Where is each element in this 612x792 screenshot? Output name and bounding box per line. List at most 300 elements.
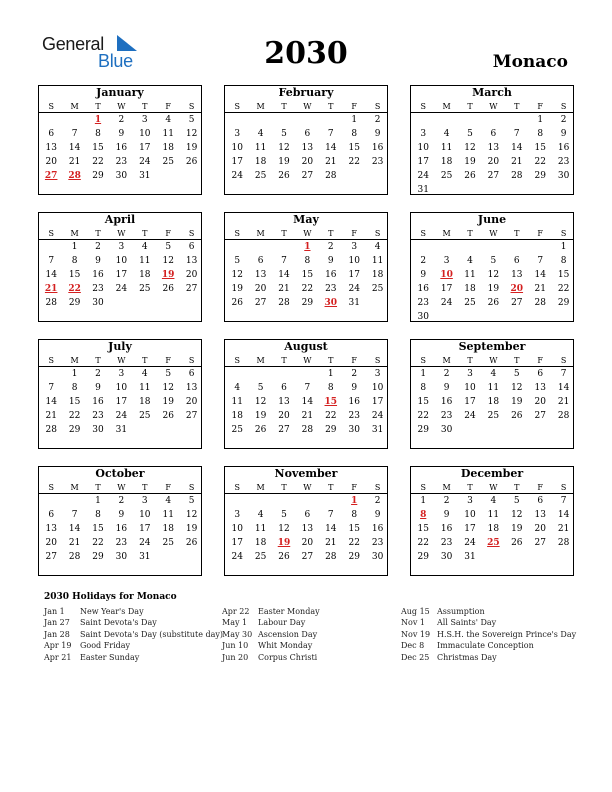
- day-cell: 4: [490, 496, 497, 506]
- weekday-label: T: [514, 229, 520, 238]
- holiday-name: Easter Monday: [258, 607, 320, 616]
- day-cell: 24: [464, 538, 476, 548]
- day-cell: 8: [327, 383, 334, 393]
- weekday-label: F: [537, 356, 543, 365]
- day-cell: 8: [351, 129, 358, 139]
- weekday-label: W: [117, 102, 126, 111]
- day-cell: 28: [68, 552, 81, 562]
- weekday-label: F: [537, 102, 543, 111]
- day-cell: 16: [440, 397, 453, 407]
- weekday-label: T: [467, 483, 473, 492]
- day-cell: 1: [560, 242, 567, 252]
- day-cell: 25: [464, 298, 476, 308]
- day-cell: 20: [185, 270, 198, 280]
- weekday-label: T: [328, 356, 334, 365]
- weekday-label: W: [117, 483, 126, 492]
- weekday-label: T: [281, 102, 287, 111]
- day-cell: 15: [417, 524, 429, 534]
- day-cell: 20: [487, 157, 500, 167]
- weekday-label: S: [560, 229, 567, 238]
- month-title: November: [274, 467, 338, 480]
- weekday-label: F: [165, 356, 171, 365]
- country-name: Monaco: [492, 52, 568, 72]
- day-cell: 2: [118, 496, 125, 506]
- holiday-date: Dec 25: [401, 652, 430, 662]
- weekday-label: T: [281, 356, 287, 365]
- day-cell: 9: [95, 256, 101, 266]
- weekday-label: F: [537, 229, 543, 238]
- day-cell: 23: [92, 284, 104, 294]
- day-cell: 12: [231, 270, 243, 280]
- weekday-label: S: [560, 102, 567, 111]
- day-cell: 7: [327, 129, 334, 139]
- day-cell: 3: [234, 510, 241, 520]
- day-cell: 14: [68, 524, 81, 534]
- day-cell: 18: [254, 538, 267, 548]
- day-cell: 17: [115, 397, 128, 407]
- day-cell: 19: [487, 284, 500, 294]
- day-cell: 22: [92, 157, 104, 167]
- holiday-row: [222, 641, 320, 652]
- day-cell: 11: [487, 383, 500, 393]
- day-cell: 28: [557, 538, 570, 548]
- day-cell: 6: [304, 510, 311, 520]
- day-cell: 22: [325, 411, 337, 421]
- day-cell: 10: [417, 143, 429, 153]
- day-cell: 25: [162, 157, 174, 167]
- day-cell: 13: [45, 524, 57, 534]
- day-cell: 11: [254, 524, 267, 534]
- holiday-row: [401, 653, 576, 664]
- day-cell: 29: [301, 298, 314, 308]
- day-cell: 7: [71, 510, 78, 520]
- weekday-label: T: [142, 102, 148, 111]
- day-cell: 14: [557, 383, 570, 393]
- holiday-name: All Saints' Day: [437, 618, 497, 628]
- day-cell: 23: [115, 157, 128, 167]
- day-cell: 30: [440, 425, 453, 435]
- weekday-header: [39, 482, 201, 494]
- day-cell: 22: [92, 538, 104, 548]
- month-title: February: [278, 86, 334, 99]
- day-cell: 28: [325, 171, 337, 181]
- day-cell: 6: [188, 242, 195, 252]
- day-cell: 25: [139, 411, 151, 421]
- weekday-label: M: [442, 356, 451, 365]
- day-cell: 2: [420, 256, 427, 266]
- weekday-label: S: [234, 483, 240, 492]
- day-cell: 18: [371, 270, 384, 280]
- day-cell: 7: [71, 129, 78, 139]
- day-cell: 13: [185, 256, 198, 266]
- day-cell: 12: [254, 397, 267, 407]
- day-cell: 16: [371, 143, 384, 153]
- day-cell: 2: [351, 369, 358, 379]
- day-cell: 1: [95, 496, 101, 506]
- holiday-row: [222, 653, 320, 664]
- weekday-label: S: [420, 483, 426, 492]
- weekday-label: W: [489, 356, 498, 365]
- weekday-label: M: [70, 102, 79, 111]
- day-cell: 4: [234, 383, 241, 393]
- day-cell: 30: [417, 312, 429, 322]
- day-cell: 5: [257, 383, 264, 393]
- day-cell: 10: [348, 256, 360, 266]
- weekday-label: S: [48, 483, 54, 492]
- weekday-label: S: [374, 102, 381, 111]
- day-cell: 5: [513, 496, 520, 506]
- weekday-label: F: [165, 229, 171, 238]
- day-cell: 7: [327, 510, 334, 520]
- day-cell: 18: [139, 397, 151, 407]
- holiday-day-cell: 30: [324, 298, 338, 308]
- weekday-label: T: [467, 102, 473, 111]
- day-cell: 22: [417, 538, 429, 548]
- holiday-date: Apr 22: [222, 607, 250, 616]
- day-cell: 31: [371, 425, 384, 435]
- weekday-label: W: [303, 356, 312, 365]
- day-cell: 29: [325, 425, 337, 435]
- holiday-name: Saint Devota's Day: [80, 618, 157, 628]
- day-cell: 21: [301, 411, 314, 421]
- day-cell: 6: [537, 496, 544, 506]
- holiday-row: [401, 630, 576, 641]
- day-cell: 10: [139, 129, 151, 139]
- weekday-label: S: [48, 102, 54, 111]
- weekday-label: T: [281, 483, 287, 492]
- holiday-row: [401, 607, 576, 618]
- holiday-row: [222, 618, 320, 629]
- day-cell: 1: [71, 369, 78, 379]
- holiday-day-cell: 8: [420, 510, 427, 520]
- day-cell: 25: [231, 425, 243, 435]
- day-cell: 4: [165, 496, 172, 506]
- month-october: [38, 466, 202, 576]
- weekday-label: F: [165, 102, 171, 111]
- day-cell: 27: [254, 298, 267, 308]
- day-cell: 11: [139, 383, 151, 393]
- weekday-label: T: [281, 229, 287, 238]
- holiday-date: May 1: [222, 618, 248, 628]
- day-cell: 30: [371, 552, 384, 562]
- weekday-label: T: [467, 229, 473, 238]
- weekday-label: S: [188, 483, 195, 492]
- day-cell: 5: [234, 256, 241, 266]
- day-cell: 14: [557, 510, 570, 520]
- day-cell: 13: [254, 270, 267, 280]
- day-cell: 30: [348, 425, 360, 435]
- day-cell: 13: [534, 383, 546, 393]
- month-title: August: [284, 340, 328, 353]
- day-cell: 23: [115, 538, 128, 548]
- day-cell: 26: [511, 538, 523, 548]
- holiday-name: New Year's Day: [80, 607, 144, 616]
- holiday-date: Jan 27: [44, 618, 70, 628]
- day-cell: 10: [231, 524, 243, 534]
- day-cell: 18: [139, 270, 151, 280]
- day-cell: 6: [188, 369, 195, 379]
- day-cell: 26: [162, 284, 174, 294]
- day-cell: 19: [278, 157, 290, 167]
- holiday-date: Apr 21: [44, 652, 72, 662]
- day-cell: 14: [534, 270, 546, 280]
- holiday-row: [44, 641, 223, 652]
- day-cell: 10: [115, 256, 128, 266]
- day-cell: 30: [92, 425, 104, 435]
- weekday-label: M: [70, 229, 79, 238]
- day-cell: 21: [511, 157, 523, 167]
- holiday-date: Jun 10: [222, 641, 249, 651]
- weekday-label: S: [188, 356, 195, 365]
- day-cell: 17: [417, 157, 429, 167]
- day-cell: 28: [534, 298, 546, 308]
- weekday-label: S: [48, 229, 54, 238]
- day-cell: 16: [115, 143, 128, 153]
- day-cell: 13: [301, 524, 314, 534]
- day-cell: 8: [420, 383, 427, 393]
- day-cell: 26: [231, 298, 243, 308]
- day-cell: 19: [185, 524, 198, 534]
- day-cell: 22: [534, 157, 546, 167]
- day-cell: 21: [68, 538, 81, 548]
- day-cell: 30: [92, 298, 104, 308]
- day-cell: 17: [464, 397, 476, 407]
- holiday-day-cell: 1: [351, 496, 358, 506]
- day-cell: 7: [560, 496, 567, 506]
- day-cell: 2: [374, 115, 381, 125]
- day-cell: 19: [231, 284, 243, 294]
- weekday-label: T: [95, 102, 101, 111]
- weekday-label: W: [303, 229, 312, 238]
- day-cell: 19: [464, 157, 476, 167]
- month-september: [410, 339, 574, 449]
- day-cell: 12: [511, 383, 523, 393]
- weekday-header: [411, 101, 573, 113]
- day-cell: 10: [231, 143, 243, 153]
- holiday-day-cell: 1: [304, 242, 311, 252]
- day-cell: 1: [537, 115, 544, 125]
- weekday-label: T: [328, 229, 334, 238]
- day-cell: 1: [420, 496, 427, 506]
- day-cell: 29: [92, 552, 104, 562]
- day-cell: 20: [301, 538, 314, 548]
- day-cell: 21: [534, 284, 546, 294]
- weekday-label: S: [234, 356, 240, 365]
- month-title: September: [458, 340, 526, 353]
- holiday-date: Jun 20: [222, 652, 249, 662]
- day-cell: 27: [511, 298, 523, 308]
- day-cell: 26: [162, 411, 174, 421]
- day-cell: 7: [48, 256, 55, 266]
- day-cell: 25: [254, 171, 267, 181]
- day-cell: 6: [513, 256, 520, 266]
- day-cell: 1: [351, 115, 358, 125]
- day-cell: 4: [443, 129, 450, 139]
- day-cell: 27: [534, 411, 546, 421]
- day-cell: 21: [557, 397, 570, 407]
- day-cell: 15: [348, 143, 360, 153]
- weekday-label: T: [142, 483, 148, 492]
- holiday-column: [222, 607, 320, 664]
- day-cell: 21: [325, 157, 337, 167]
- weekday-label: M: [442, 483, 451, 492]
- day-cell: 31: [139, 171, 151, 181]
- holiday-day-cell: 22: [68, 284, 81, 294]
- day-cell: 3: [467, 369, 473, 379]
- day-cell: 29: [417, 425, 429, 435]
- holiday-name: Saint Devota's Day (substitute day): [80, 629, 224, 639]
- day-cell: 20: [45, 538, 57, 548]
- day-cell: 22: [68, 411, 81, 421]
- weekday-label: M: [256, 229, 265, 238]
- day-cell: 7: [48, 383, 55, 393]
- day-cell: 15: [92, 524, 104, 534]
- day-cell: 24: [440, 298, 453, 308]
- day-cell: 10: [464, 510, 476, 520]
- holiday-name: Christmas Day: [437, 652, 497, 662]
- day-cell: 26: [185, 538, 198, 548]
- holiday-row: [44, 630, 223, 641]
- weekday-label: S: [374, 483, 381, 492]
- day-cell: 24: [417, 171, 429, 181]
- day-cell: 3: [141, 115, 148, 125]
- weekday-label: T: [514, 483, 520, 492]
- day-cell: 4: [374, 242, 381, 252]
- day-cell: 26: [511, 411, 523, 421]
- day-cell: 21: [68, 157, 81, 167]
- day-cell: 8: [560, 256, 567, 266]
- month-november: [224, 466, 388, 576]
- day-cell: 26: [185, 157, 198, 167]
- day-cell: 14: [325, 524, 337, 534]
- weekday-label: M: [256, 356, 265, 365]
- day-cell: 26: [487, 298, 500, 308]
- day-cell: 9: [420, 270, 427, 280]
- holiday-day-cell: 19: [161, 270, 175, 280]
- month-title: October: [95, 467, 145, 480]
- day-cell: 26: [278, 552, 290, 562]
- day-cell: 5: [281, 129, 287, 139]
- holiday-name: Immaculate Conception: [437, 641, 534, 651]
- holiday-row: [44, 618, 223, 629]
- day-cell: 25: [254, 552, 267, 562]
- weekday-label: M: [256, 102, 265, 111]
- weekday-label: T: [95, 356, 101, 365]
- holiday-name: Good Friday: [80, 641, 131, 651]
- weekday-label: S: [48, 356, 54, 365]
- day-cell: 9: [118, 129, 125, 139]
- month-may: [224, 212, 388, 322]
- day-cell: 30: [440, 552, 453, 562]
- day-cell: 27: [278, 425, 290, 435]
- weekday-label: F: [351, 102, 357, 111]
- holiday-day-cell: 1: [94, 115, 102, 125]
- day-cell: 24: [231, 552, 243, 562]
- weekday-label: W: [117, 356, 126, 365]
- day-cell: 6: [490, 129, 497, 139]
- weekday-label: M: [442, 229, 451, 238]
- day-cell: 15: [92, 143, 104, 153]
- weekday-header: [411, 482, 573, 494]
- holiday-row: [401, 641, 576, 652]
- weekday-label: T: [328, 483, 334, 492]
- day-cell: 17: [371, 397, 384, 407]
- day-cell: 12: [511, 510, 523, 520]
- day-cell: 5: [165, 242, 172, 252]
- holiday-row: [401, 618, 576, 629]
- weekday-label: T: [95, 229, 101, 238]
- weekday-header: [39, 101, 201, 113]
- day-cell: 16: [371, 524, 384, 534]
- day-cell: 24: [115, 284, 128, 294]
- month-title: January: [96, 86, 144, 99]
- day-cell: 30: [557, 171, 570, 181]
- holiday-name: Easter Sunday: [80, 652, 140, 662]
- holiday-day-cell: 27: [44, 171, 58, 181]
- day-cell: 5: [165, 369, 172, 379]
- day-cell: 20: [301, 157, 314, 167]
- day-cell: 26: [278, 171, 290, 181]
- day-cell: 11: [487, 510, 500, 520]
- day-cell: 28: [301, 425, 314, 435]
- day-cell: 5: [513, 369, 520, 379]
- day-cell: 30: [115, 552, 128, 562]
- day-cell: 3: [443, 256, 450, 266]
- month-june: [410, 212, 574, 322]
- day-cell: 19: [511, 397, 523, 407]
- weekday-label: M: [70, 483, 79, 492]
- day-cell: 24: [371, 411, 384, 421]
- day-cell: 12: [162, 383, 174, 393]
- day-cell: 2: [374, 496, 381, 506]
- day-cell: 11: [254, 143, 267, 153]
- day-cell: 16: [92, 397, 104, 407]
- day-cell: 31: [115, 425, 128, 435]
- weekday-header: [225, 101, 387, 113]
- weekday-label: S: [420, 229, 426, 238]
- day-cell: 28: [278, 298, 290, 308]
- month-july: [38, 339, 202, 449]
- holiday-date: Jan 28: [44, 629, 70, 639]
- month-title: December: [460, 467, 524, 480]
- day-cell: 16: [557, 143, 570, 153]
- day-cell: 20: [185, 397, 198, 407]
- day-cell: 14: [325, 143, 337, 153]
- day-cell: 12: [185, 510, 198, 520]
- day-cell: 17: [231, 157, 243, 167]
- day-cell: 25: [139, 284, 151, 294]
- day-cell: 22: [557, 284, 570, 294]
- day-cell: 11: [139, 256, 151, 266]
- day-cell: 29: [534, 171, 546, 181]
- holiday-date: Aug 15: [401, 607, 430, 616]
- day-cell: 17: [115, 270, 128, 280]
- day-cell: 24: [115, 411, 128, 421]
- day-cell: 23: [440, 538, 453, 548]
- day-cell: 6: [304, 129, 311, 139]
- holiday-row: [44, 607, 223, 618]
- day-cell: 27: [185, 411, 198, 421]
- day-cell: 11: [440, 143, 453, 153]
- holiday-name: Whit Monday: [258, 641, 313, 651]
- day-cell: 17: [139, 524, 151, 534]
- day-cell: 15: [557, 270, 570, 280]
- weekday-label: T: [514, 356, 520, 365]
- day-cell: 9: [443, 510, 450, 520]
- day-cell: 28: [325, 552, 337, 562]
- month-title: March: [472, 86, 512, 99]
- day-cell: 18: [487, 397, 500, 407]
